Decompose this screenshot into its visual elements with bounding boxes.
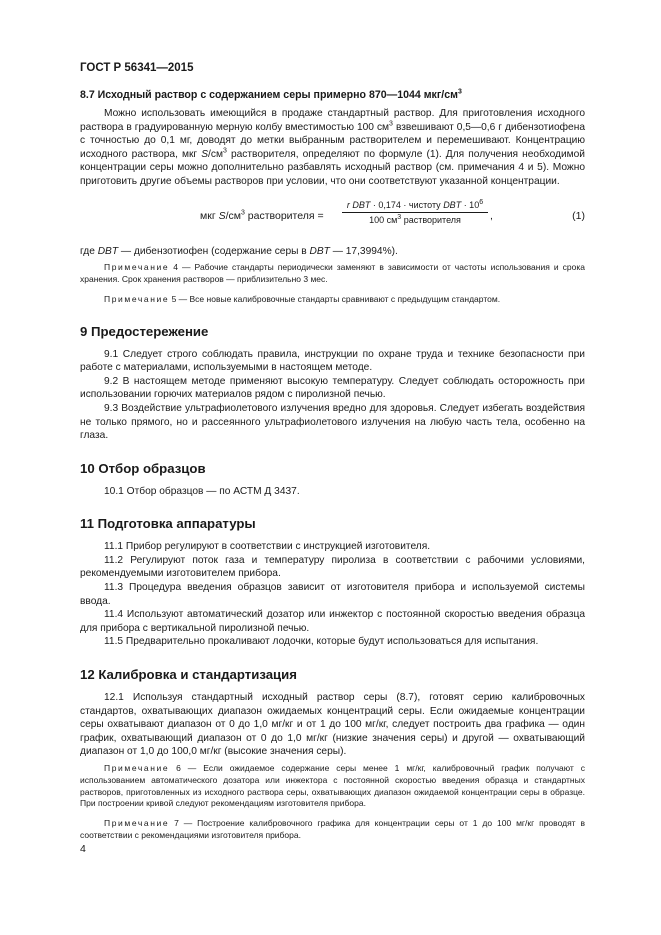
superscript: 3: [397, 213, 402, 221]
text-italic: DBT: [443, 199, 462, 210]
paragraph-8-7: [80, 107, 585, 189]
section-12-heading: 12 Калибровка и стандартизация: [80, 667, 297, 683]
text-italic: DBT: [352, 199, 371, 210]
formula-comma: ,: [490, 209, 493, 222]
note-label: Примечание: [104, 293, 170, 304]
text: растворителя, определяют по формуле (1). Для получения необходимой концентрации серы можно дополнительно разбавлять исходный раствор (см. примечания 4 и 5). Можно приготовить другие объемы растворов при условии, что они соответствуют указанной концентрации.: [80, 148, 586, 187]
paragraph-11-5: 11.5 Предварительно прокаливают лодочки, которые будут использоваться для испытания.: [104, 636, 539, 648]
section-9-heading: 9 Предостережение: [80, 323, 209, 339]
section-11-heading: 11 Подготовка аппаратуры: [80, 516, 256, 532]
formula-explanation: [80, 245, 585, 259]
note-text: 4 — Рабочие стандарты периодически заменяют в зависимости от частоты использования и срока хранения. Срок хранения растворов — приблизительно 3 мес.: [80, 262, 585, 284]
fraction-numerator: [342, 199, 488, 213]
paragraph-9-1: 9.1 Следует строго соблюдать правила, инструкции по охране труда и технике безопасности при работе с материалами, используемыми в настоящем методе.: [80, 348, 585, 374]
paragraph-9-3: 9.3 Воздействие ультрафиолетового излучения вредно для здоровья. Следует избегать воздействия не только прямого, но и рассеянного ультрафиолетового излучения на любую часть тела, особенно на глаза.: [80, 402, 585, 442]
note-5: [80, 294, 585, 306]
document-body: [80, 88, 585, 842]
paragraph-11-2: 11.2 Регулируют поток газа и температуру пиролиза в соответствии с рабочими условиями, рекомендуемыми изготовителем прибора.: [80, 554, 585, 580]
text: 100 см: [369, 214, 398, 225]
paragraph-12-1: 12.1 Используя стандартный исходный раствор серы (8.7), готовят серию калибровочных стандартов, охватывающих диапазон ожидаемых концентраций серы. Если ожидаемые концентрации серы охватывают диапазон от 0 до 1,0 мг/кг и от 1 до 100 мг/кг, следует построить два графика — один график, охватывающий диапазон от 0 до 1,0 мг/кг (низкие значения серы) и другой — охватывающий диапазон от 1,0 до 100,0 мг/кг (высокие значения серы).: [80, 692, 585, 758]
text: /см: [225, 209, 241, 222]
text: — дибензотиофен (содержание серы в: [118, 245, 310, 257]
text: · 10: [461, 199, 480, 210]
note-text: 5 — Все новые калибровочные стандарты сравнивают с предыдущим стандартом.: [169, 293, 501, 304]
superscript: 3: [389, 120, 393, 128]
text: где: [80, 245, 98, 257]
text: · 0,174 · чистоту: [370, 199, 444, 210]
text: растворителя =: [244, 209, 324, 222]
standard-header: ГОСТ Р 56341—2015: [80, 62, 194, 74]
text: растворителя: [401, 214, 461, 225]
note-label: Примечание: [104, 262, 170, 273]
superscript: 3: [457, 88, 462, 96]
text-italic: r: [346, 199, 353, 210]
text: — 17,3994%).: [329, 245, 398, 257]
text: /см: [208, 148, 223, 160]
formula-lhs: [200, 210, 324, 224]
section-10-heading: 10 Отбор образцов: [80, 460, 206, 476]
note-label: Примечание: [104, 763, 170, 774]
text-italic: DBT: [97, 245, 119, 257]
note-6: [80, 763, 585, 810]
formula-fraction: [342, 199, 488, 227]
text: Можно использовать имеющийся в продаже стандартный раствор. Для приготовления исходного раствора в градуированную мерную колбу вместимостью 100 см: [80, 108, 585, 133]
text-italic: S: [201, 148, 209, 160]
formula-1: [80, 199, 585, 239]
section-8-7-heading: [80, 88, 585, 103]
note-text: 6 — Если ожидаемое содержание серы менее 1 мг/кг, калибровочный график получают с использованием автоматического дозатора или инжектора с постоянной скоростью введения образца и стандартных растворов, приготовленных из исходного раствора серы, охватывающих диапазон ожидаемой концентрации серы в образце. При построении кривой следуют рекомендациям изготовителя прибора.: [80, 763, 585, 809]
note-text: 7 — Построение калибровочного графика для концентрации серы от 1 до 100 мг/кг проводят в соответствии с рекомендациями изготовителя прибора.: [80, 818, 585, 840]
formula-number: (1): [572, 209, 585, 222]
text-italic: S: [218, 209, 226, 222]
note-4: [80, 262, 585, 286]
fraction-denominator: [342, 213, 488, 227]
note-label: Примечание: [104, 818, 170, 829]
paragraph-9-2: 9.2 В настоящем методе применяют высокую температуру. Следует соблюдать осторожность при использовании горючих материалов рядом с пиролизной печью.: [80, 375, 585, 401]
text: взвешивают 0,5—0,6 г дибензотиофена с точностью до 0,1 мг, доводят до метки выбранным растворителем и перемешивают. Концентрацию исходного раствора, мкг: [80, 121, 585, 160]
text-italic: DBT: [309, 245, 330, 257]
paragraph-11-4: 11.4 Используют автоматический дозатор или инжектор с постоянной скоростью введения образца для прибора с вертикальной пиролизной печью.: [80, 609, 585, 634]
page-number: 4: [80, 843, 86, 855]
text: мкг: [200, 209, 219, 222]
heading-text: 8.7 Исходный раствор с содержанием серы примерно 870—1044 мкг/см: [80, 89, 458, 101]
paragraph-11-1: 11.1 Прибор регулируют в соответствии с инструкцией изготовителя.: [104, 541, 431, 553]
superscript: 3: [240, 209, 245, 217]
paragraph-10-1: 10.1 Отбор образцов — по АСТМ Д 3437.: [104, 485, 300, 497]
superscript: 6: [479, 198, 484, 206]
paragraph-11-3: 11.3 Процедура введения образцов зависит от изготовителя прибора и используемой системы ввода.: [80, 582, 585, 607]
note-7: [80, 818, 585, 842]
superscript: 3: [222, 147, 227, 155]
